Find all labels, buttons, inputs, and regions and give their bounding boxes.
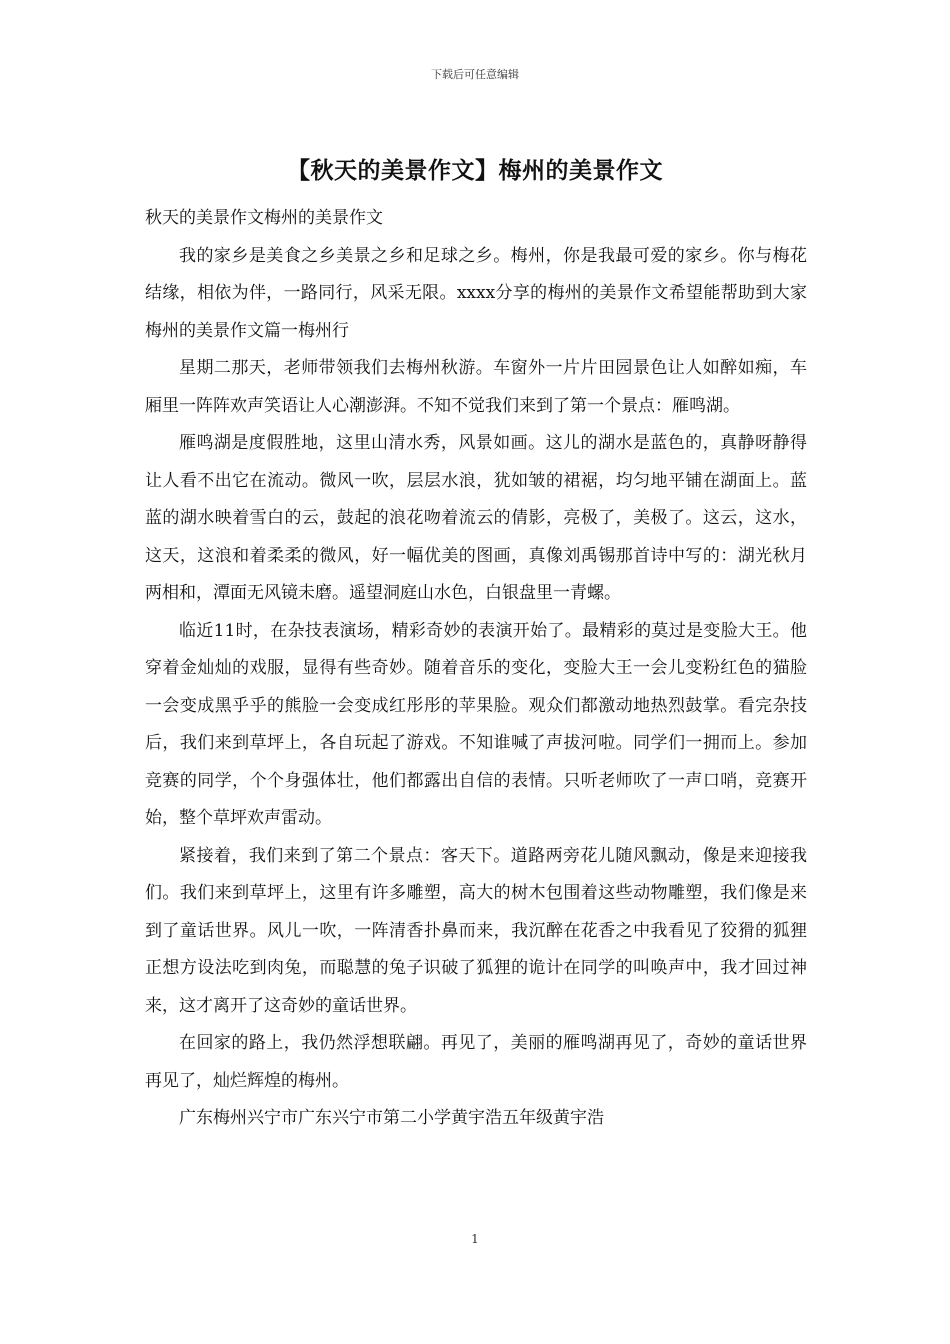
subtitle-line: 秋天的美景作文梅州的美景作文 (145, 208, 383, 228)
document-title: 【秋天的美景作文】梅州的美景作文 (287, 157, 663, 184)
paragraph-3: 雁鸣湖是度假胜地，这里山清水秀，风景如画。这儿的湖水是蓝色的，真静呀静得让人看不出它在流动。微风一吹，层层水浪，犹如皱的裙裾，均匀地平铺在湖面上。蓝蓝的湖水映着雪白的云，鼓起的浪花吻着流云的倩影，亮极了，美极了。这云，这水，这天，这浪和着柔柔的微风，好一幅优美的图画，真像刘禹锡那首诗中写的：湖光秋月两相和，潭面无风镜未磨。遥望洞庭山水色，白银盘里一青螺。 (145, 433, 807, 603)
paragraph-6: 在回家的路上，我仍然浮想联翩。再见了，美丽的雁鸣湖再见了，奇妙的童话世界再见了，灿烂辉煌的梅州。 (145, 1033, 807, 1091)
paragraph-1: 我的家乡是美食之乡美景之乡和足球之乡。梅州，你是我最可爱的家乡。你与梅花结缘，相依为伴，一路同行，风采无限。xxxx分享的梅州的美景作文希望能帮助到大家梅州的美景作文篇一梅州行 (145, 245, 807, 341)
page-number: 1 (471, 1232, 479, 1246)
document-body (145, 200, 807, 1138)
paragraph-5: 紧接着，我们来到了第二个景点：客天下。道路两旁花儿随风飘动，像是来迎接我们。我们来到草坪上，这里有许多雕塑，高大的树木包围着这些动物雕塑，我们像是来到了童话世界。风儿一吹，一阵清香扑鼻而来，我沉醉在花香之中我看见了狡猾的狐狸正想方设法吃到肉兔，而聪慧的兔子识破了狐狸的诡计在同学的叫唤声中，我才回过神来，这才离开了这奇妙的童话世界。 (145, 845, 807, 1016)
author-line: 广东梅州兴宁市广东兴宁市第二小学黄宇浩五年级黄宇浩 (179, 1108, 604, 1128)
paragraph-4: 临近11时，在杂技表演场，精彩奇妙的表演开始了。最精彩的莫过是变脸大王。他穿着金灿灿的戏服，显得有些奇妙。随着音乐的变化，变脸大王一会儿变粉红色的猫脸一会变成黑乎乎的熊脸一会变成红彤彤的苹果脸。观众们都激动地热烈鼓掌。看完杂技后，我们来到草坪上，各自玩起了游戏。不知谁喊了声拔河啦。同学们一拥而上。参加竞赛的同学，个个身强体壮，他们都露出自信的表情。只听老师吹了一声口哨，竞赛开始，整个草坪欢声雷动。 (145, 620, 807, 828)
page-header: 下载后可任意编辑 (431, 68, 519, 81)
paragraph-2: 星期二那天，老师带领我们去梅州秋游。车窗外一片片田园景色让人如醉如痴，车厢里一阵阵欢声笑语让人心潮澎湃。不知不觉我们来到了第一个景点：雁鸣湖。 (145, 358, 807, 416)
